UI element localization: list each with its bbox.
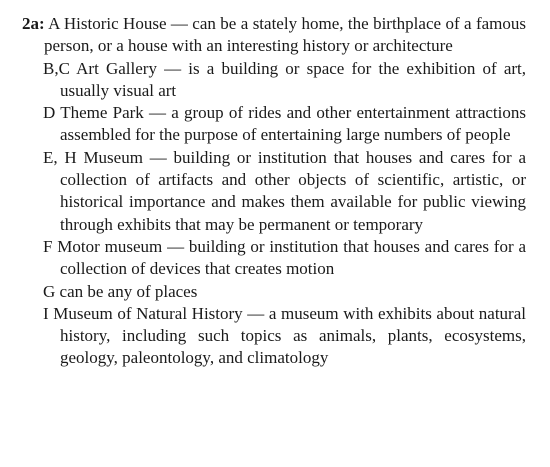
entry-any-place — [22, 281, 526, 303]
entry-museum — [22, 147, 526, 236]
entry-text: I Museum of Natural History — a museum with exhibits about natural history, including such topics as animals, plants, ecosystems, geology, paleontology, and climatology — [43, 303, 526, 368]
entry-theme-park — [22, 102, 526, 147]
entry-text: A Historic House — can be a stately home, the birthplace of a famous person, or a house with an interesting history or architecture — [44, 14, 526, 56]
entry-historic-house — [22, 13, 526, 58]
question-number: 2a: — [22, 14, 45, 33]
entry-art-gallery — [22, 58, 526, 103]
entry-text: F Motor museum — building or institution that houses and cares for a collection of devices that creates motion — [43, 236, 526, 279]
entry-text: G can be any of places — [43, 281, 198, 301]
answer-key-document — [22, 13, 526, 370]
entry-text: D Theme Park — a group of rides and other entertainment attractions assembled for the purpose of entertaining large numbers of people — [43, 103, 526, 145]
entry-text: B,C Art Gallery — is a building or space for the exhibition of art, usually visual art — [43, 58, 526, 100]
entry-text: E, H Museum — building or institution that houses and cares for a collection of artifacts and other objects of scientific, artistic, or historical importance and makes them available for public viewing through exhibits that may be permanent or temporary — [43, 147, 526, 234]
entry-motor-museum — [22, 236, 526, 281]
entry-natural-history-museum — [22, 303, 526, 370]
